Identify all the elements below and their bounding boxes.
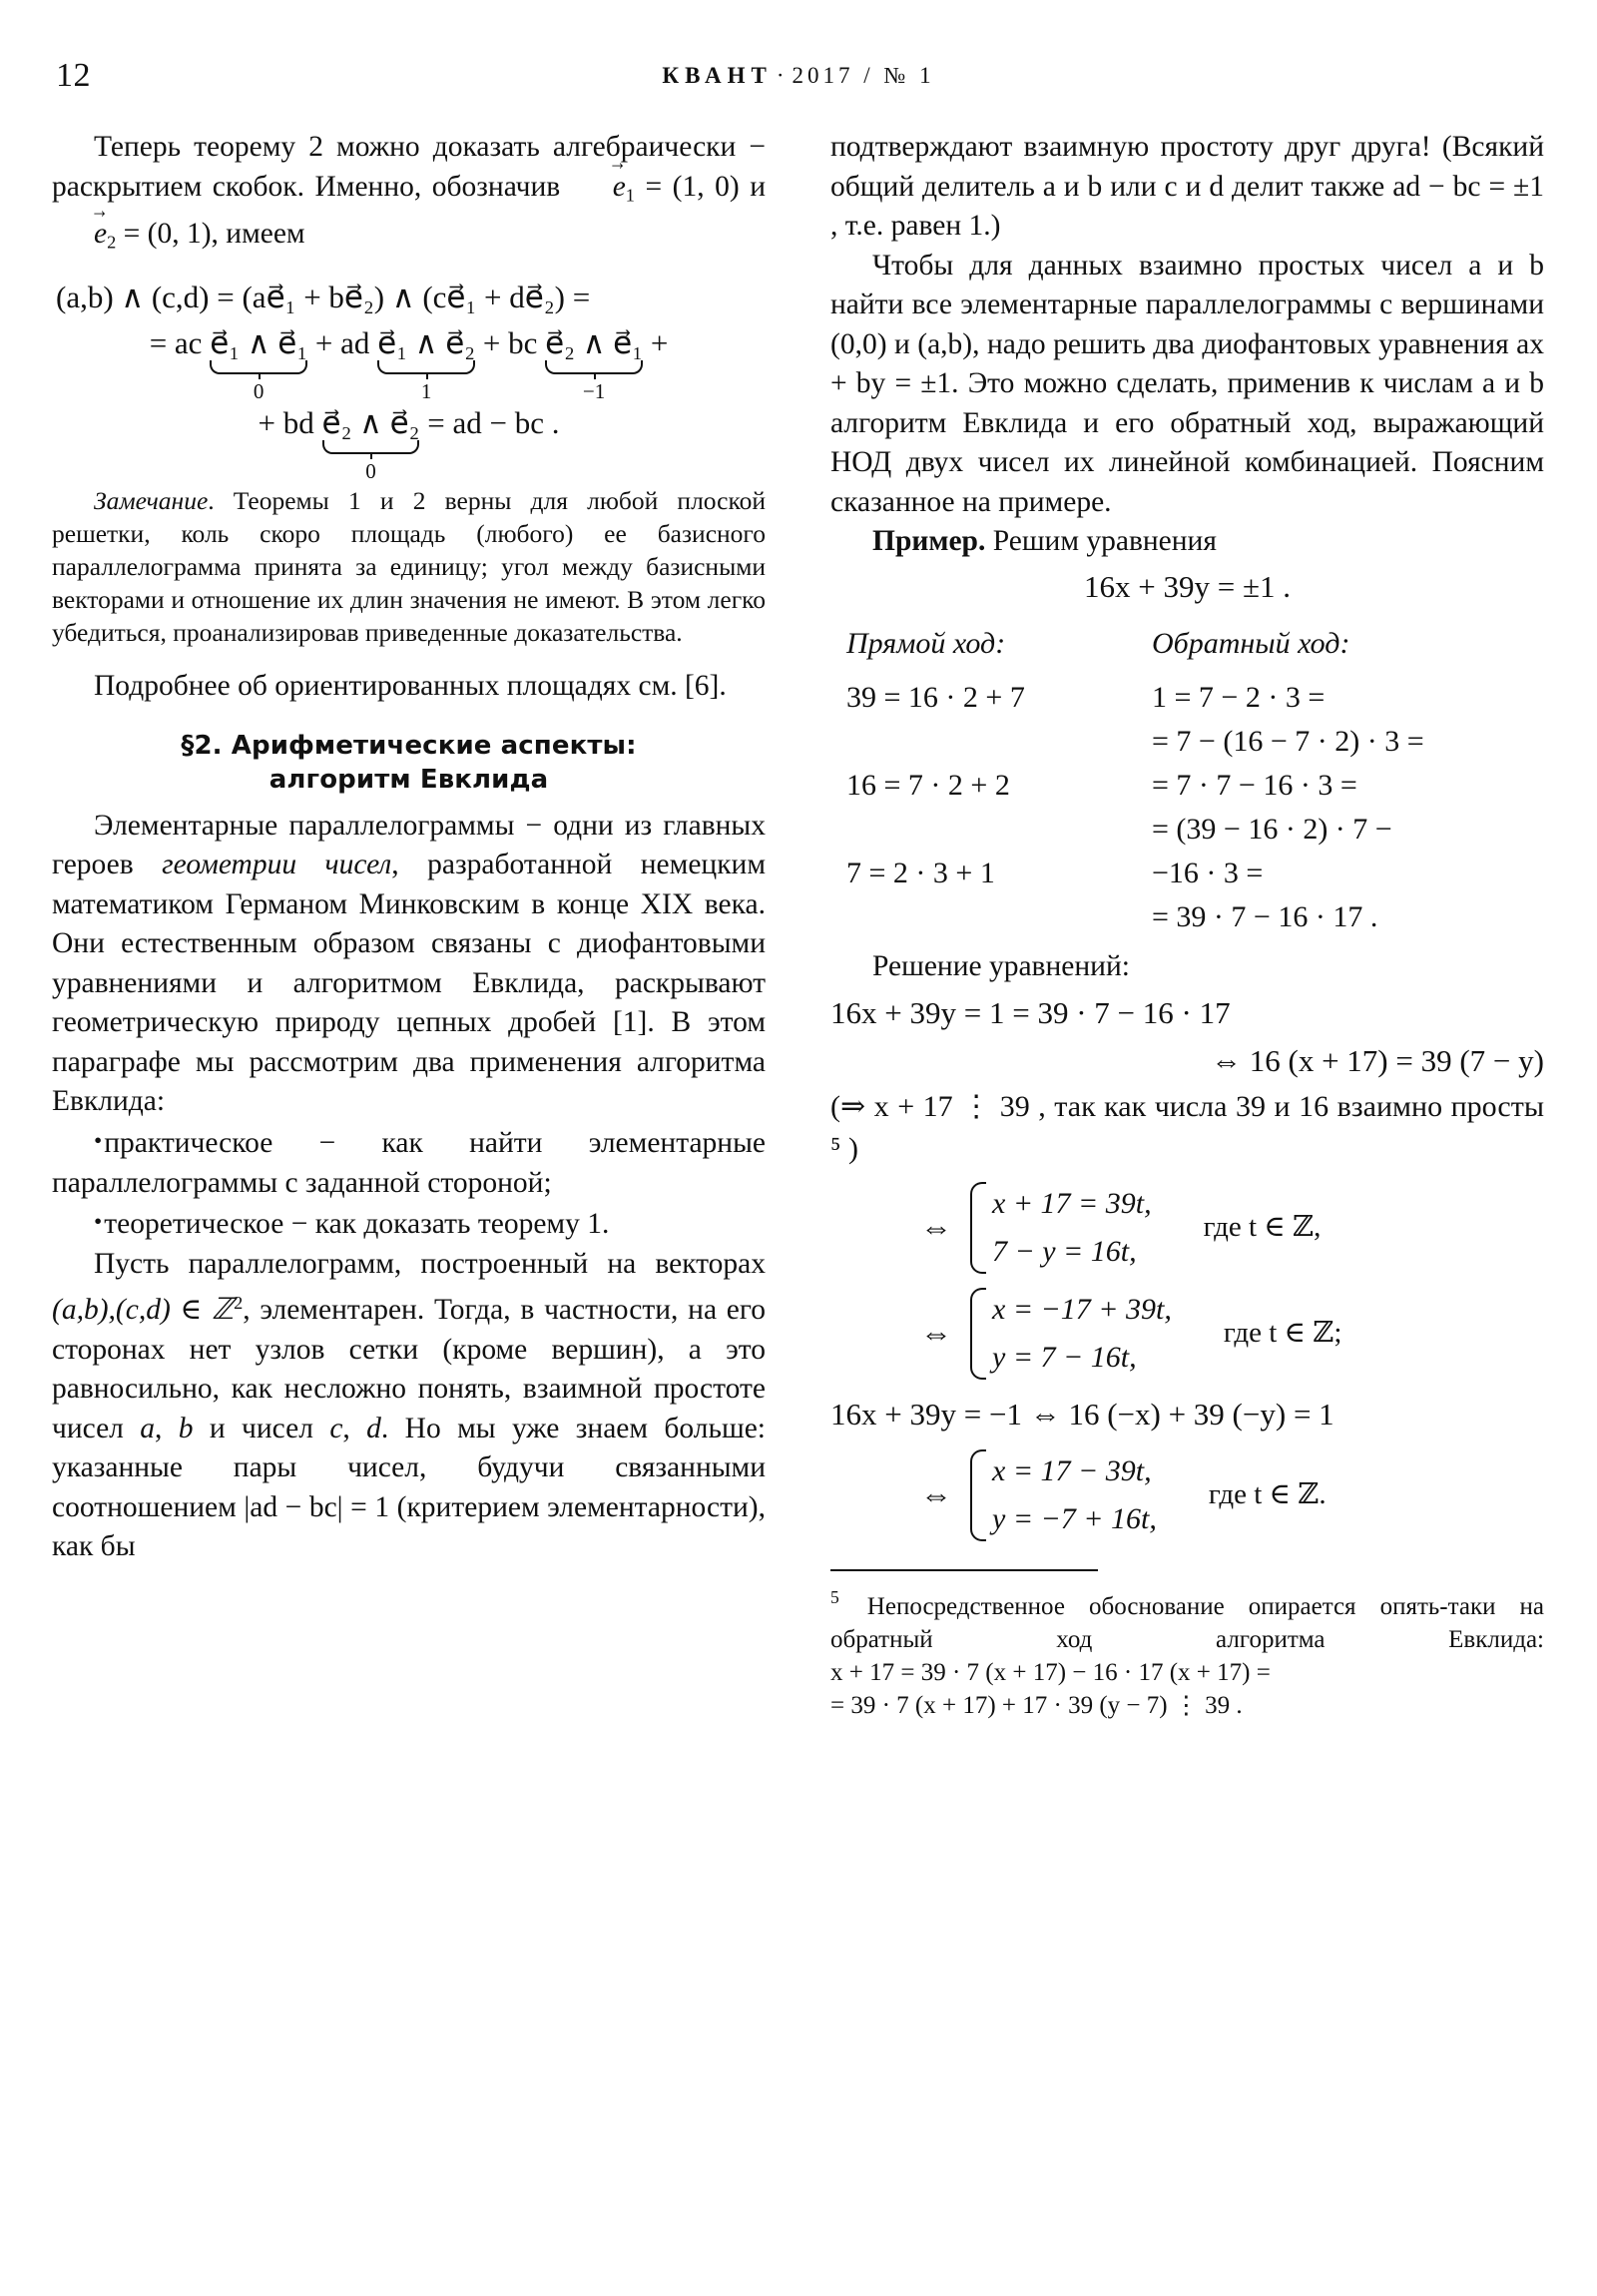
solution-line-2: ⇔ 16 (x + 17) = 39 (7 − y): [1211, 1043, 1544, 1078]
system-3-iff: ⇔: [920, 1476, 952, 1513]
algo-backward-cell: = 7 − (16 − 7 · 2) · 3 =: [1152, 724, 1424, 758]
algo-backward-cell: = (39 − 16 · 2) · 7 −: [1152, 812, 1392, 846]
wedge-line-2: [52, 320, 766, 404]
example-label: Пример.: [872, 525, 986, 557]
solution-line-1: 16x + 39y = 1 = 39 · 7 − 16 · 17: [830, 995, 1231, 1030]
algo-row: [830, 720, 1544, 764]
footnote-math-line-2-wrap: [830, 1689, 1544, 1722]
algo-forward-cell: [830, 720, 1134, 764]
footnote-math-1: x + 17 = 39 · 7 (x + 17) − 16 · 17 (x + 17) =: [830, 1658, 1271, 1686]
system-2-iff: ⇔: [920, 1315, 952, 1352]
system-3-row-1: x = 17 − 39t,: [992, 1454, 1152, 1487]
wedge-line-1: (a,b) ∧ (c,d) = (ae⃗₁ + be⃗₂) ∧ (ce⃗₁ + de⃗₂) =: [56, 280, 591, 315]
underbrace-term-4: [321, 400, 420, 484]
wedge-l2-mid2: + bc: [482, 325, 538, 361]
bullet-2-text: теоретическое − как доказать теорему 1.: [104, 1208, 610, 1241]
system-1-row-2: 7 − y = 16t,: [992, 1235, 1137, 1268]
footnote-block: [830, 1581, 1544, 1722]
example-text: Решим уравнения: [985, 525, 1217, 557]
underbrace-2-label: 1: [420, 379, 432, 404]
paragraph-coprime-confirm: подтверждают взаимную простоту друг друга! (Всякий общий делитель a и b или c и d делит также ad − bc = ±1 , т.е. равен 1.): [830, 131, 1544, 242]
underbrace-3-brace: [545, 360, 643, 374]
algo-backward-cell: = 7 · 7 − 16 · 3 =: [1152, 768, 1357, 802]
system-1-row-1: x + 17 = 39t,: [992, 1187, 1152, 1220]
underbrace-4-brace: [322, 440, 420, 454]
algo-header-backward: Обратный ход:: [1152, 626, 1350, 660]
system-2: [830, 1286, 1544, 1382]
algo-forward-cell: 39 = 16 · 2 + 7: [846, 680, 1025, 714]
wedge-l3-prefix: + bd: [258, 405, 314, 441]
underbrace-term-1: [210, 320, 308, 404]
algo-backward-cell: 1 = 7 − 2 · 3 =: [1152, 680, 1326, 714]
solution-line-3: (⇒ x + 17 ⋮ 39 , так как числа 39 и 16 взаимно просты ⁵ ): [830, 1090, 1544, 1165]
paragraph-minkowski: Элементарные параллелограммы − одни из главных героев геометрии чисел, разработанной немецким математиком Германом Минковским в конце XIX века. Они естественным образом связаны с диофантовыми уравнениями и алгоритмом Евклида, раскрывают геометрическую природу цепных дробей [1]. В этом параграфе мы рассмотрим два применения алгоритма Евклида:: [52, 809, 766, 1118]
footnote-math-2: = 39 · 7 (x + 17) + 17 · 39 (y − 7) ⋮ 39 .: [830, 1691, 1243, 1719]
algo-forward-cell: [830, 808, 1134, 852]
e1-value: = (1, 0): [634, 170, 740, 203]
bullet-item-practical: [52, 1122, 766, 1203]
algo-forward-cell: 7 = 2 · 3 + 1: [846, 856, 995, 889]
intro-text-b: , имеем: [211, 218, 305, 251]
p3-g: (критерием элементарности), как бы: [52, 1490, 767, 1563]
basis-vector-e2: [52, 218, 212, 253]
intro-conj: и: [739, 170, 766, 203]
footnote-divider: [830, 1569, 1098, 1571]
underbrace-2-body: e⃗₁ ∧ e⃗₂: [377, 325, 476, 361]
paragraph-reference: Подробнее об ориентированных площадях см. [6].: [94, 670, 727, 703]
e1-symbol: e →: [571, 168, 626, 208]
underbrace-4-body: e⃗₂ ∧ e⃗₂: [321, 405, 420, 441]
p3-math-determinant: |ad − bc| = 1: [244, 1490, 390, 1523]
wedge-expansion-equation: [52, 275, 766, 484]
wedge-l2-tail: +: [650, 325, 669, 361]
system-2-where: где t ∈ ℤ;: [1223, 1317, 1342, 1350]
algo-backward-cell: = 39 · 7 − 16 · 17 .: [1152, 899, 1378, 933]
e2-subscript: 2: [107, 232, 117, 253]
underbrace-term-3: [545, 320, 644, 404]
euclid-algorithm-table: [830, 622, 1544, 939]
journal-title: КВАНТ: [662, 63, 773, 88]
bullet-1-text: практическое − как найти элементарные параллелограммы с заданной стороной;: [52, 1127, 766, 1199]
system-3-row-2: y = −7 + 16t,: [992, 1502, 1157, 1535]
e2-value: = (0, 1): [116, 218, 212, 251]
underbrace-2-brace: [377, 360, 475, 374]
p3-math-c: c: [329, 1412, 343, 1444]
example-equation: 16x + 39y = ±1 .: [1084, 568, 1291, 604]
p3-f: . Но мы уже знаем больше: указанные пары чисел, будучи связанными соотношением: [52, 1412, 766, 1523]
footnote-text: Непосредственное обоснование опирается опять-таки на обратный ход алгоритма Евклида:: [830, 1592, 1544, 1653]
algo-header-forward: Прямой ход:: [846, 626, 1006, 660]
paragraph-theorem-intro: [52, 128, 766, 263]
solution-label: Решение уравнений:: [872, 949, 1130, 982]
intro-text-a: Теперь теорему 2 можно доказать алгебраически − раскрытием скобок. Именно, обозначив: [52, 131, 766, 203]
p3-math-b: b: [178, 1412, 194, 1444]
paragraph-example-intro: [830, 522, 1544, 562]
algo-row: [830, 895, 1544, 939]
p3-math-d: d: [366, 1412, 381, 1444]
remark-text: . Теоремы 1 и 2 верны для любой плоской решетки, коль скоро площадь (любого) ее базисного параллелограмма принята за единицу; угол между базисными векторами и отношение их длин значения не имеют. В этом легко убедиться, проанализировав приведенные доказательства.: [52, 486, 766, 648]
algo-backward-cell: −16 · 3 =: [1152, 856, 1264, 889]
right-column: [830, 128, 1544, 1722]
journal-issue: 2017 / № 1: [792, 63, 935, 88]
system-1: [830, 1180, 1544, 1276]
system-1-brace: [966, 1180, 1152, 1276]
p3-a: Пусть параллелограмм, построенный на векторах: [94, 1247, 766, 1280]
p3-d: и чисел: [193, 1412, 330, 1444]
solution-line-4: 16x + 39y = −1 ⇔ 16 (−x) + 39 (−y) = 1: [830, 1397, 1334, 1432]
section-heading-line-1: §2. Арифметические аспекты:: [181, 730, 637, 761]
bullet-item-theoretical: [52, 1203, 766, 1245]
geometry-of-numbers-italic: геометрии чисел: [162, 849, 392, 881]
basis-vector-e1: [571, 171, 740, 203]
algo-row: [830, 764, 1544, 808]
system-2-row-2: y = 7 − 16t,: [992, 1341, 1137, 1374]
system-1-where: где t ∈ ℤ,: [1203, 1211, 1322, 1244]
underbrace-3-body: e⃗₂ ∧ e⃗₁: [545, 325, 644, 361]
running-head: [0, 56, 1597, 96]
footnote-paragraph: [830, 1581, 1544, 1689]
left-column: [52, 128, 766, 1567]
wedge-line-3: [52, 400, 766, 484]
wedge-l2-prefix: = ac: [149, 325, 203, 361]
p3-c: ,: [155, 1412, 179, 1444]
bullet-dot-icon: •: [94, 1127, 103, 1154]
header-separator: ·: [776, 63, 789, 88]
p3-math-a: a: [140, 1412, 156, 1444]
underbrace-4-label: 0: [365, 459, 376, 484]
algo-forward-cell: [830, 895, 1134, 939]
p3-exponent: 2: [234, 1293, 244, 1314]
p3-math-vectors: (a,b),(c,d) ∈ ℤ$^2$: [52, 1293, 244, 1327]
underbrace-1-label: 0: [253, 379, 265, 404]
algo-header-row: [830, 622, 1544, 676]
underbrace-1-brace: [210, 360, 307, 374]
algo-row: [830, 676, 1544, 720]
paragraph-elementary-parallelogram: [52, 1245, 766, 1567]
footnote-marker: 5: [830, 1587, 839, 1607]
underbrace-3-label: −1: [582, 379, 606, 404]
e2-symbol: e →: [52, 215, 107, 255]
remark-paragraph: [52, 484, 766, 649]
e1-subscript: 1: [625, 184, 635, 205]
bullet-dot-icon-2: •: [94, 1209, 103, 1236]
p3-b: , элементарен. Тогда, в частности, на его сторонах нет узлов сетки (кроме вершин), а это равносильно, как несложно понять, взаимной простоте чисел: [52, 1294, 766, 1444]
p3-e: ,: [342, 1412, 367, 1444]
wedge-l3-tail: = ad − bc .: [427, 405, 560, 441]
algo-row: [830, 852, 1544, 895]
algo-forward-cell: 16 = 7 · 2 + 2: [846, 768, 1010, 802]
page-folio: 12: [56, 57, 91, 94]
system-2-row-1: x = −17 + 39t,: [992, 1293, 1172, 1326]
system-3-where: где t ∈ ℤ.: [1208, 1478, 1327, 1511]
algo-row: [830, 808, 1544, 852]
system-3: [830, 1447, 1544, 1543]
remark-label: Замечание: [94, 486, 209, 516]
system-3-brace: [966, 1447, 1157, 1543]
paragraph-find-parallelograms: Чтобы для данных взаимно простых чисел a и b найти все элементарные параллелограммы с вершинами (0,0) и (a,b), надо решить два диофантовых уравнения ax + by = ±1. Это можно сделать, применив к числам a и b алгоритм Евклида и его обратный ход, выражающий НОД двух чисел их линейной комбинацией. Поясним сказанное на примере.: [830, 249, 1544, 518]
system-2-brace: [966, 1286, 1172, 1382]
journal-header: [0, 58, 1597, 94]
section-heading-line-2: алгоритм Евклида: [268, 764, 549, 795]
underbrace-term-2: [377, 320, 476, 404]
wedge-l2-mid1: + ad: [314, 325, 370, 361]
section-heading: [52, 729, 766, 797]
underbrace-1-body: e⃗₁ ∧ e⃗₁: [210, 325, 308, 361]
system-1-iff: ⇔: [920, 1209, 952, 1246]
